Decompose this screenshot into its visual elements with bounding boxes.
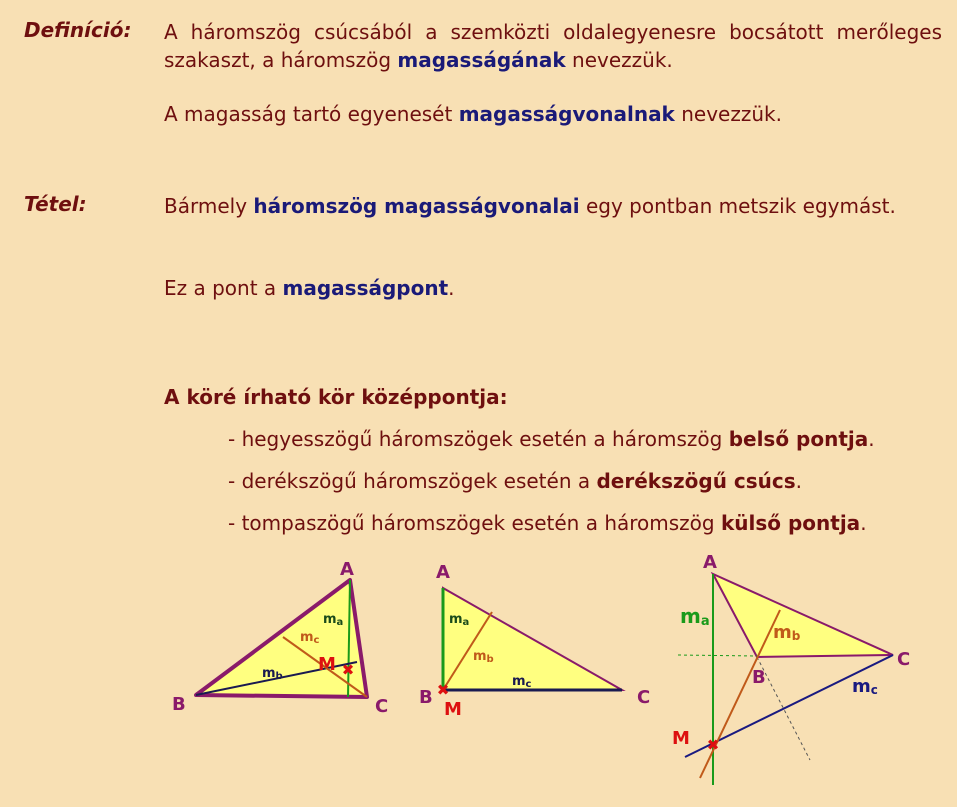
center-item-right-keyword: derékszögű csúcs bbox=[596, 469, 796, 493]
obtuse-label-ma: ma bbox=[680, 604, 710, 629]
obtuse-orthocenter-mark: ✖ bbox=[706, 736, 720, 754]
right-orthocenter-mark: ✖ bbox=[436, 681, 450, 699]
center-item-acute-end: . bbox=[868, 427, 875, 451]
theorem-text-2b: . bbox=[448, 276, 455, 300]
center-item-obtuse-end: . bbox=[860, 511, 867, 535]
right-label-ma: ma bbox=[449, 612, 470, 628]
definition-keyword-altitude-line: magasságvonalnak bbox=[458, 102, 675, 126]
obtuse-label-b: B bbox=[752, 667, 766, 688]
obtuse-triangle-shape bbox=[713, 574, 893, 657]
right-label-c: C bbox=[637, 687, 651, 708]
definition-text-2a: A magasság tartó egyenesét bbox=[164, 102, 459, 126]
center-item-right-text: - derékszögű háromszögek esetén a bbox=[228, 469, 597, 493]
theorem-text-1b: egy pontban metszik egymást. bbox=[579, 194, 896, 218]
theorem-text-2a: Ez a pont a bbox=[164, 276, 283, 300]
right-label-mc: mc bbox=[512, 674, 532, 690]
obtuse-label-a: A bbox=[703, 552, 717, 573]
definition-text-1a: A háromszög csúcsából a szemközti oldalegyenesre bocsátott merőleges szakaszt, a háromszög bbox=[164, 20, 942, 72]
obtuse-label-m: M bbox=[672, 728, 690, 749]
acute-label-b: B bbox=[172, 694, 186, 715]
right-triangle-shape bbox=[443, 588, 622, 690]
obtuse-extension-bc bbox=[678, 655, 757, 656]
center-item-acute-keyword: belső pontja bbox=[728, 427, 869, 451]
acute-orthocenter-mark: ✖ bbox=[341, 661, 355, 679]
center-item-obtuse-text: - tompaszögű háromszögek esetén a háromszög bbox=[228, 511, 721, 535]
acute-label-mb: mb bbox=[262, 666, 283, 682]
obtuse-label-mc: mc bbox=[852, 676, 878, 697]
definition-label: Definíció: bbox=[24, 18, 132, 42]
acute-label-a: A bbox=[340, 559, 354, 580]
right-label-b: B bbox=[419, 687, 433, 708]
right-label-a: A bbox=[436, 562, 450, 583]
obtuse-label-c: C bbox=[897, 649, 911, 670]
definition-text-2b: nevezzük. bbox=[674, 102, 782, 126]
center-heading: A köré írható kör középpontja: bbox=[164, 385, 508, 409]
definition-keyword-height: magasságának bbox=[397, 48, 566, 72]
acute-label-m: M bbox=[318, 654, 336, 675]
figure-obtuse-triangle bbox=[672, 552, 910, 785]
center-item-right-end: . bbox=[795, 469, 803, 493]
figure-acute-triangle bbox=[172, 559, 388, 717]
definition-text-1b: nevezzük. bbox=[565, 48, 673, 72]
figure-right-triangle bbox=[419, 562, 650, 720]
acute-label-c: C bbox=[375, 696, 389, 717]
theorem-keyword-orthocenter: magasságpont bbox=[282, 276, 449, 300]
right-label-mb: mb bbox=[473, 649, 494, 665]
right-label-m: M bbox=[444, 699, 462, 720]
theorem-text-1a: Bármely bbox=[164, 194, 254, 218]
acute-label-mc: mc bbox=[300, 630, 320, 646]
center-item-acute-text: - hegyesszögű háromszögek esetén a háromszög bbox=[228, 427, 729, 451]
theorem-label: Tétel: bbox=[24, 192, 87, 216]
acute-label-ma: ma bbox=[323, 612, 344, 628]
center-item-obtuse-keyword: külső pontja bbox=[720, 511, 861, 535]
obtuse-label-mb: mb bbox=[773, 622, 801, 643]
theorem-keyword-altitudes: háromszög magasságvonalai bbox=[253, 194, 580, 218]
